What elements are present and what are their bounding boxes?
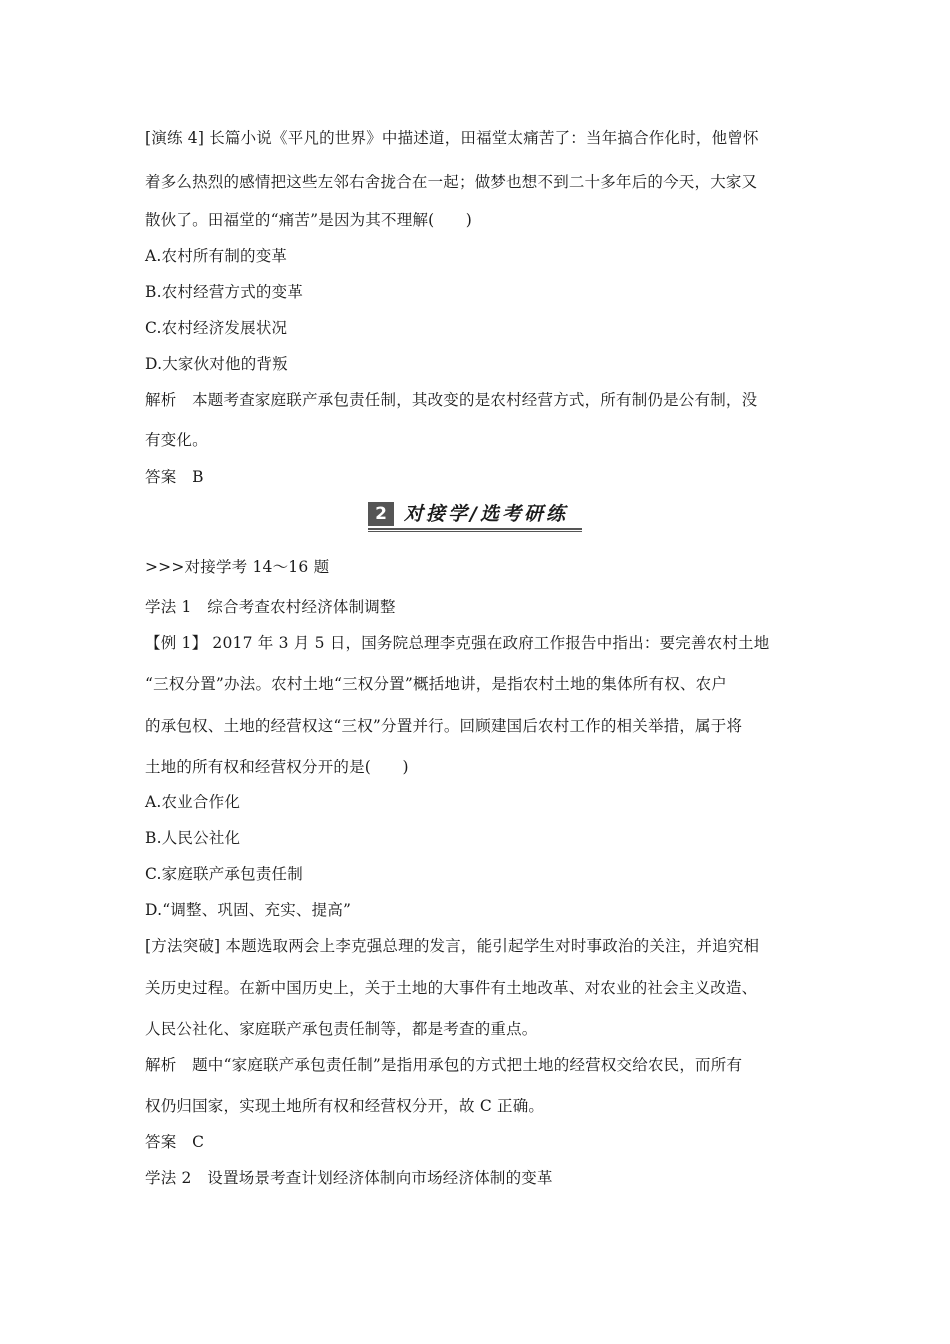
exercise-4-option-b: B.农村经营方式的变革: [145, 283, 304, 301]
method-1-heading: 学法 1 综合考查农村经济体制调整: [145, 598, 396, 616]
example-1-question-line: 【例 1】 2017 年 3 月 5 日，国务院总理李克强在政府工作报告中指出：要完善农村土地: [145, 634, 770, 652]
section-number-badge: 2: [368, 502, 394, 526]
exercise-4-option-d: D.大家伙对他的背叛: [145, 355, 288, 373]
section-header: [368, 502, 568, 530]
example-1-option-d: D.“调整、巩固、充实、提高”: [145, 901, 352, 919]
example-1-option-a: A.农业合作化: [145, 793, 241, 811]
method-breakthrough-line: 人民公社化、家庭联产承包责任制等，都是考查的重点。: [145, 1020, 538, 1038]
exam-reference: >>>对接学考 14～16 题: [145, 558, 330, 576]
example-1-analysis-line: 解析 题中“家庭联产承包责任制”是指用承包的方式把土地的经营权交给农民，而所有: [145, 1056, 743, 1074]
example-1-option-b: B.人民公社化: [145, 829, 241, 847]
example-1-option-c: C.家庭联产承包责任制: [145, 865, 303, 883]
exercise-4-answer: 答案 B: [145, 468, 204, 486]
exercise-4-question-line: 散伙了。田福堂的“痛苦”是因为其不理解( ): [145, 211, 473, 229]
exercise-4-option-c: C.农村经济发展状况: [145, 319, 288, 337]
exercise-4-question-line: [演练 4] 长篇小说《平凡的世界》中描述道，田福堂太痛苦了：当年搞合作化时，他曾怀: [145, 129, 759, 147]
example-1-analysis-line: 权仍归国家，实现土地所有权和经营权分开，故 C 正确。: [145, 1097, 545, 1115]
example-1-question-line: 的承包权、土地的经营权这“三权”分置并行。回顾建国后农村工作的相关举措，属于将: [145, 717, 743, 735]
method-2-heading: 学法 2 设置场景考查计划经济体制向市场经济体制的变革: [145, 1169, 553, 1187]
exercise-4-analysis-line: 解析 本题考查家庭联产承包责任制，其改变的是农村经营方式，所有制仍是公有制，没: [145, 391, 758, 409]
example-1-question-line: 土地的所有权和经营权分开的是( ): [145, 758, 409, 776]
example-1-answer: 答案 C: [145, 1133, 205, 1151]
section-title: 对接学/选考研练: [404, 503, 568, 525]
example-1-question-line: “三权分置”办法。农村土地“三权分置”概括地讲，是指农村土地的集体所有权、农户: [145, 675, 727, 693]
method-breakthrough-line: [方法突破] 本题选取两会上李克强总理的发言，能引起学生对时事政治的关注，并追究相: [145, 937, 760, 955]
exercise-4-question-line: 着多么热烈的感情把这些左邻右舍拢合在一起；做梦也想不到二十多年后的今天，大家又: [145, 173, 758, 191]
exercise-4-analysis-line: 有变化。: [145, 431, 208, 449]
section-underline: [368, 528, 582, 532]
exercise-4-option-a: A.农村所有制的变革: [145, 247, 288, 265]
method-breakthrough-line: 关历史过程。在新中国历史上，关于土地的大事件有土地改革、对农业的社会主义改造、: [145, 979, 758, 997]
